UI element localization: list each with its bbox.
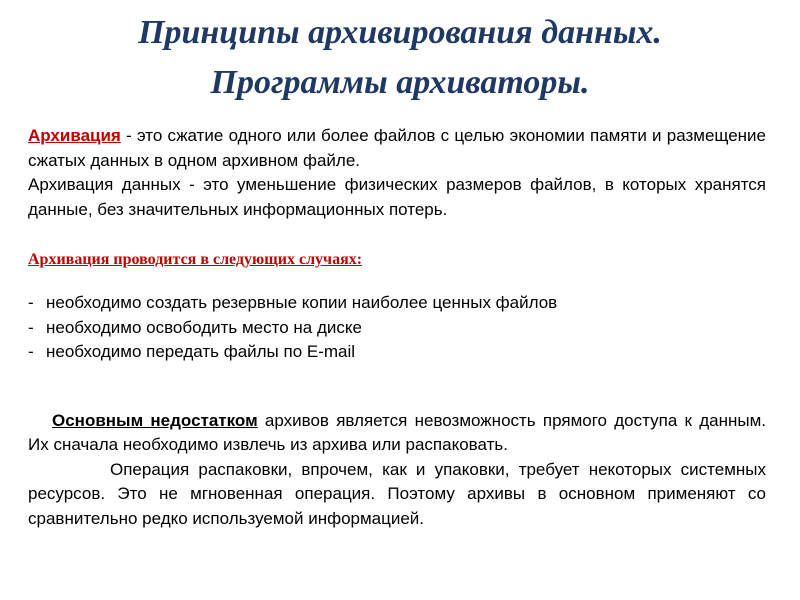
definition-archiving-text: - это сжатие одного или более файлов с целью экономии памяти и размещение сжатых данных в одном архивном файле.	[28, 126, 766, 170]
list-item-text: необходимо освободить место на диске	[46, 317, 362, 337]
cases-heading: Архивация проводится в следующих случаях:	[28, 251, 363, 268]
slide-title	[0, 8, 800, 108]
unpack-paragraph: Операция распаковки, впрочем, как и упаковки, требует некоторых системных ресурсов. Это не мгновенная операция. Поэтому архивы в основном применяют со сравнительно редко используемой информацией.	[28, 459, 766, 528]
term-archiving: Архивация	[28, 126, 121, 145]
list-item	[28, 340, 766, 365]
list-dash: -	[28, 293, 34, 312]
definition-archiving	[28, 124, 766, 173]
spacer	[28, 271, 766, 291]
title-line-1: Принципы архивирования данных.	[138, 14, 662, 51]
list-item	[28, 291, 766, 316]
definition-data-archiving: Архивация данных - это уменьшение физических размеров файлов, в которых хранятся данные, без значительных информационных потерь.	[28, 175, 766, 219]
drawback-text: архивов является невозможность прямого доступа к данным. Их сначала необходимо извлечь из архива или распаковать.	[28, 410, 766, 454]
list-item-text: необходимо передать файлы по E-mail	[46, 342, 356, 361]
spacer	[28, 365, 766, 409]
spacer	[28, 222, 766, 248]
list-dash: -	[28, 317, 34, 337]
cases-list	[28, 291, 766, 365]
slide-body	[28, 124, 766, 531]
list-item-text: необходимо создать резервные копии наиболее ценных файлов	[46, 293, 558, 312]
term-main-drawback: Основным недостатком	[52, 410, 258, 430]
list-dash: -	[28, 342, 34, 361]
drawback-paragraph	[28, 409, 766, 458]
list-item	[28, 316, 766, 341]
title-line-2: Программы архиваторы.	[210, 64, 590, 101]
